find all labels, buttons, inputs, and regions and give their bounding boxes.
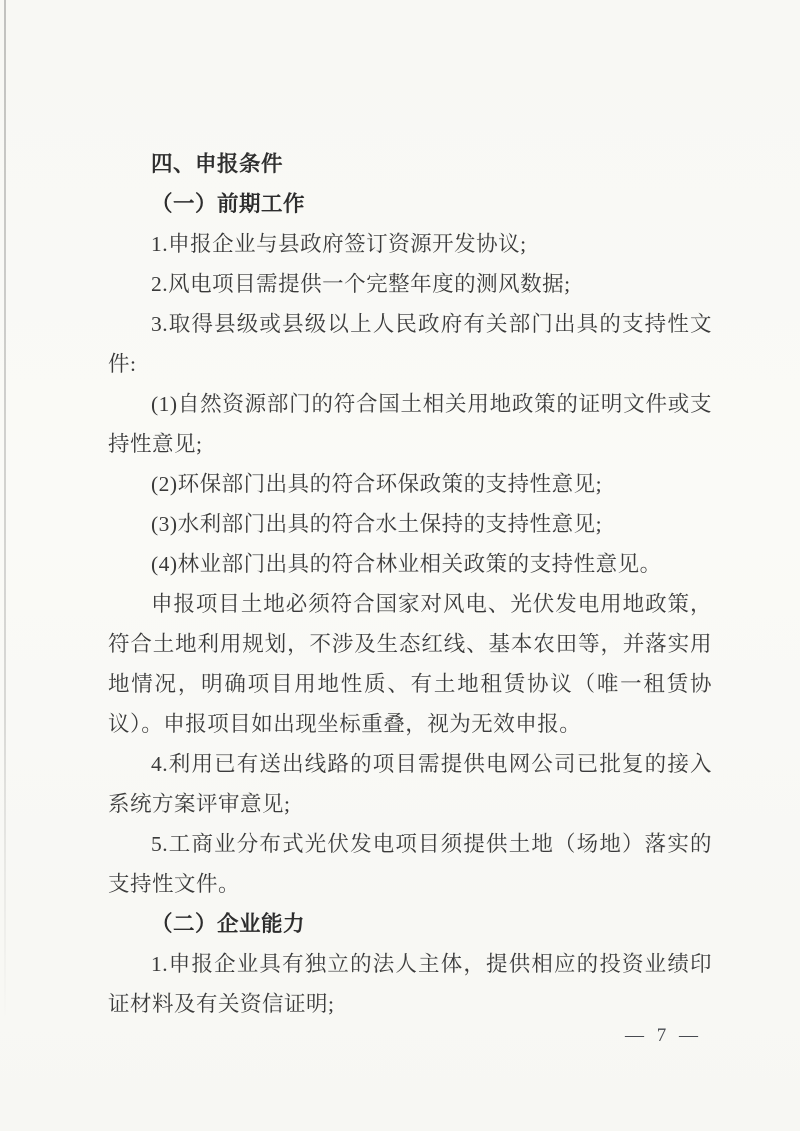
paragraph: 2.风电项目需提供一个完整年度的测风数据; — [151, 272, 571, 296]
paragraph: 4.利用已有送出线路的项目需提供电网公司已批复的接入系统方案评审意见; — [108, 752, 712, 816]
paragraph: 3.取得县级或县级以上人民政府有关部门出具的支持性文件: — [108, 312, 712, 376]
paragraph: 1.申报企业具有独立的法人主体，提供相应的投资业绩印证材料及有关资信证明; — [108, 952, 712, 1016]
paragraph: 申报项目土地必须符合国家对风电、光伏发电用地政策，符合土地利用规划，不涉及生态红线、基本农田等，并落实用地情况，明确项目用地性质、有土地租赁协议（唯一租赁协议）。申报项目如出现坐标重叠，视为无效申报。 — [108, 592, 712, 736]
paragraph: 5.工商业分布式光伏发电项目须提供土地（场地）落实的支持性文件。 — [108, 832, 712, 896]
paragraph: 1.申报企业与县政府签订资源开发协议; — [151, 232, 527, 256]
paragraph: (3)水利部门出具的符合水土保持的支持性意见; — [151, 512, 603, 536]
paragraph: (2)环保部门出具的符合环保政策的支持性意见; — [151, 472, 603, 496]
scan-edge-artifact — [4, 0, 6, 1018]
page-number: — 7 — — [625, 1025, 702, 1046]
paragraph: (4)林业部门出具的符合林业相关政策的支持性意见。 — [151, 552, 662, 576]
subsection-heading-prework: （一）前期工作 — [151, 192, 306, 216]
subsection-heading-capability: （二）企业能力 — [151, 912, 306, 936]
section-heading: 四、申报条件 — [151, 152, 284, 176]
document-body — [108, 144, 712, 1024]
paragraph: (1)自然资源部门的符合国土相关用地政策的证明文件或支持性意见; — [108, 392, 712, 456]
